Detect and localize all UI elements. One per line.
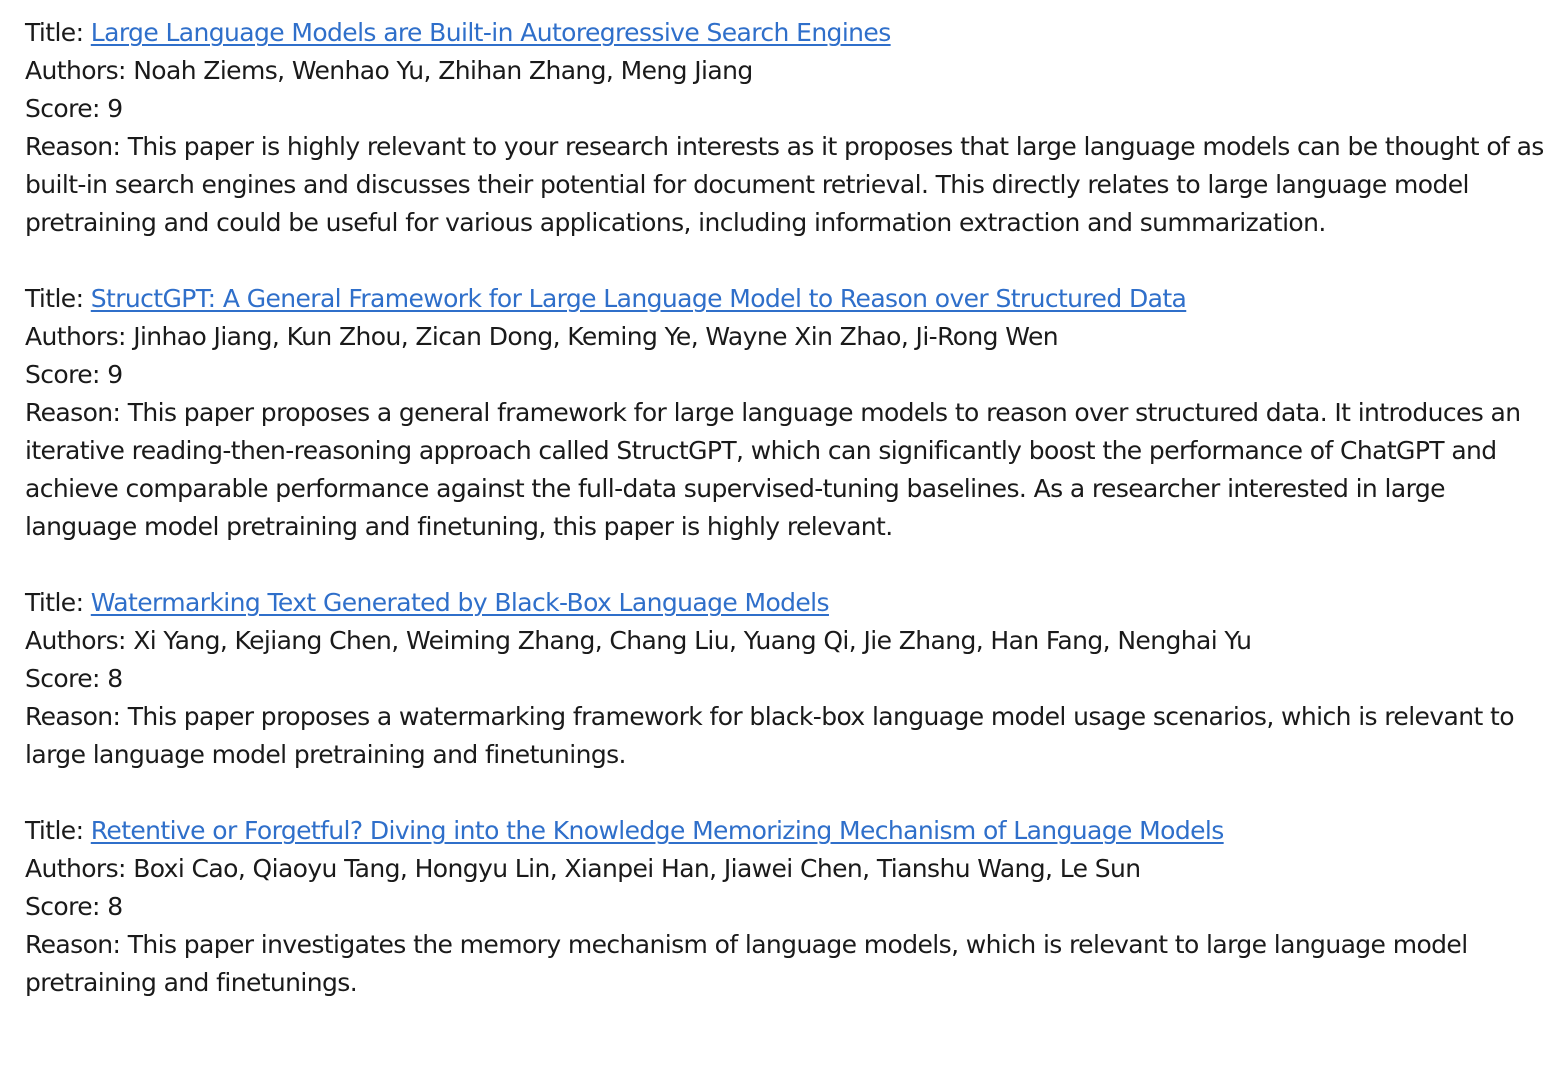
authors-label: Authors: [25, 56, 126, 85]
authors-label: Authors: [25, 626, 126, 655]
score-label: Score: [25, 94, 100, 123]
authors-line [25, 850, 1548, 888]
title-line [25, 812, 1548, 850]
title-line [25, 584, 1548, 622]
score-value: 8 [107, 664, 123, 693]
authors-line [25, 318, 1548, 356]
score-line [25, 888, 1548, 926]
paper-entry [25, 812, 1548, 1002]
paper-title-link[interactable]: Retentive or Forgetful? Diving into the Knowledge Memorizing Mechanism of Language Models [90, 816, 1224, 845]
authors-value: Noah Ziems, Wenhao Yu, Zhihan Zhang, Meng Jiang [133, 56, 753, 85]
authors-label: Authors: [25, 322, 126, 351]
score-value: 8 [107, 892, 123, 921]
title-label: Title: [25, 18, 84, 47]
reason-line [25, 394, 1548, 546]
title-label: Title: [25, 816, 84, 845]
paper-entry [25, 14, 1548, 242]
reason-value: This paper investigates the memory mechanism of language models, which is relevant to large language model pretraining and finetunings. [25, 930, 1468, 997]
authors-value: Boxi Cao, Qiaoyu Tang, Hongyu Lin, Xianpei Han, Jiawei Chen, Tianshu Wang, Le Sun [133, 854, 1141, 883]
paper-entry [25, 584, 1548, 774]
paper-title-link[interactable]: Large Language Models are Built-in Autoregressive Search Engines [90, 18, 891, 47]
authors-line [25, 622, 1548, 660]
reason-label: Reason: [25, 930, 121, 959]
score-line [25, 660, 1548, 698]
reason-line [25, 128, 1548, 242]
score-label: Score: [25, 892, 100, 921]
score-line [25, 90, 1548, 128]
reason-label: Reason: [25, 702, 121, 731]
authors-value: Xi Yang, Kejiang Chen, Weiming Zhang, Chang Liu, Yuang Qi, Jie Zhang, Han Fang, Nenghai Yu [133, 626, 1252, 655]
paper-title-link[interactable]: StructGPT: A General Framework for Large Language Model to Reason over Structured Data [90, 284, 1187, 313]
score-value: 9 [107, 360, 123, 389]
paper-title-link[interactable]: Watermarking Text Generated by Black-Box Language Models [90, 588, 829, 617]
authors-value: Jinhao Jiang, Kun Zhou, Zican Dong, Keming Ye, Wayne Xin Zhao, Ji-Rong Wen [133, 322, 1058, 351]
reason-value: This paper is highly relevant to your research interests as it proposes that large language models can be thought of as built-in search engines and discusses their potential for document retrieval. This directly relates to large language model pretraining and could be useful for various applications, including information extraction and summarization. [25, 132, 1544, 237]
score-label: Score: [25, 664, 100, 693]
paper-entry [25, 280, 1548, 546]
title-label: Title: [25, 588, 84, 617]
authors-label: Authors: [25, 854, 126, 883]
title-line [25, 14, 1548, 52]
score-line [25, 356, 1548, 394]
title-label: Title: [25, 284, 84, 313]
reason-label: Reason: [25, 398, 121, 427]
reason-value: This paper proposes a general framework for large language models to reason over structured data. It introduces an iterative reading-then-reasoning approach called StructGPT, which can significantly boost the performance of ChatGPT and achieve comparable performance against the full-data supervised-tuning baselines. As a researcher interested in large language model pretraining and finetuning, this paper is highly relevant. [25, 398, 1521, 541]
title-line [25, 280, 1548, 318]
reason-line [25, 698, 1548, 774]
reason-value: This paper proposes a watermarking framework for black-box language model usage scenarios, which is relevant to large language model pretraining and finetunings. [25, 702, 1514, 769]
authors-line [25, 52, 1548, 90]
reason-line [25, 926, 1548, 1002]
score-label: Score: [25, 360, 100, 389]
score-value: 9 [107, 94, 123, 123]
reason-label: Reason: [25, 132, 121, 161]
